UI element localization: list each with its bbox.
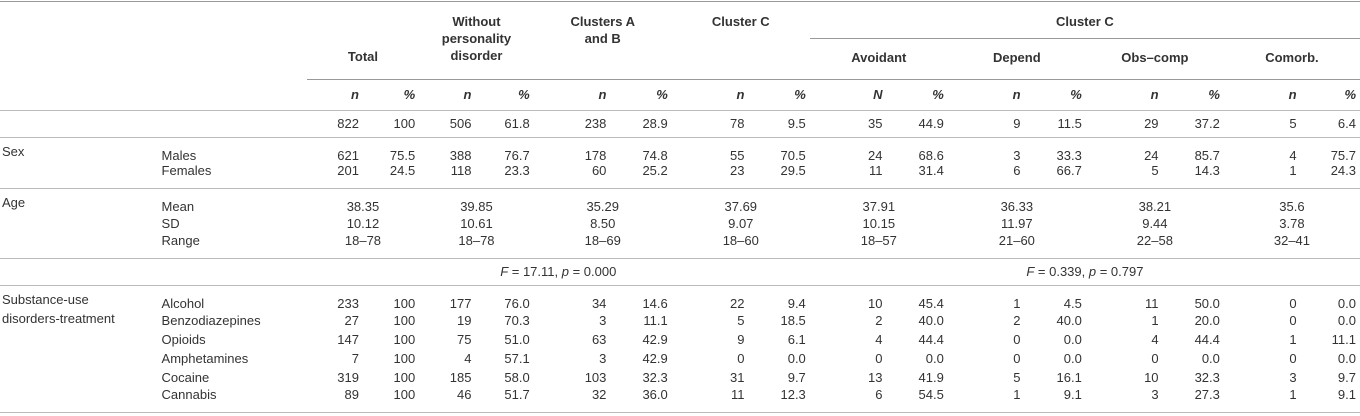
substance-cell: 40.0 (918, 312, 944, 328)
substance-cell: 32.3 (642, 369, 668, 385)
substance-sublabel: Cannabis (162, 387, 307, 413)
age-cell: 39.85 (460, 198, 493, 214)
substance-cell: 10 (868, 295, 883, 311)
stats-p-symbol: p (561, 264, 569, 279)
sex-cell: 4 (1289, 147, 1297, 163)
n-label: n (419, 79, 475, 110)
substance-cell: 13 (868, 369, 883, 385)
substance-row (0, 387, 1360, 413)
sex-cell: 66.7 (1025, 163, 1086, 189)
substance-cell: 31 (729, 369, 745, 385)
sex-cell: 388 (449, 147, 472, 163)
header-row-1 (0, 2, 1360, 39)
substance-cell: 7 (351, 350, 359, 366)
substance-label (0, 285, 162, 412)
sex-sublabel: Males (161, 147, 197, 163)
sex-cell: 5 (1086, 163, 1163, 189)
substance-cell: 51.0 (504, 331, 530, 347)
substance-cell: 0 (875, 350, 883, 366)
substance-cell: 0 (1013, 350, 1021, 366)
sex-cell: 33.3 (1056, 147, 1082, 163)
age-cell: 22–58 (1086, 233, 1224, 259)
substance-cell: 11.1 (1331, 331, 1356, 347)
substance-cell: 100 (393, 331, 416, 347)
age-row (0, 188, 1360, 214)
header-without-pd: Without personality disorder (419, 2, 534, 80)
sex-cell: 29.5 (748, 163, 809, 189)
age-row (0, 233, 1360, 259)
substance-cell: 1 (1013, 295, 1021, 311)
substance-label-line: disorders-treatment (2, 310, 115, 326)
pct-label: % (748, 79, 809, 110)
total-cell: 6.4 (1301, 110, 1360, 137)
header-cluster-c: Cluster C (672, 2, 810, 80)
substance-cell: 100 (393, 295, 416, 311)
substance-cell: 6.1 (787, 331, 806, 347)
age-cell: 32–41 (1224, 233, 1360, 259)
age-sublabel: SD (161, 215, 180, 231)
substance-cell: 9.4 (787, 295, 806, 311)
sex-cell: 31.4 (886, 163, 947, 189)
substance-cell: 4 (875, 331, 883, 347)
substance-sublabel: Cocaine (161, 369, 210, 385)
substance-cell: 63 (591, 331, 607, 347)
substance-cell: 177 (449, 295, 472, 311)
substance-cell: 4.5 (1063, 295, 1082, 311)
pct-label: % (363, 79, 419, 110)
n-label: n (948, 79, 1025, 110)
substance-cell: 0.0 (1337, 350, 1356, 366)
age-cell: 21–60 (948, 233, 1086, 259)
sex-row (0, 163, 1360, 189)
stats-right (810, 258, 1360, 285)
substance-cell: 22 (729, 295, 745, 311)
total-cell: 61.8 (475, 110, 533, 137)
substance-cell: 27.3 (1163, 387, 1224, 413)
substance-row (0, 368, 1360, 387)
stats-row (0, 258, 1360, 285)
substance-cell: 10 (1144, 369, 1159, 385)
substance-cell: 41.9 (918, 369, 944, 385)
substance-cell: 185 (449, 369, 472, 385)
sex-cell: 11 (810, 163, 887, 189)
stats-text: = 17.11, (508, 264, 562, 279)
total-cell: 44.9 (886, 110, 947, 137)
total-cell: 9.5 (748, 110, 809, 137)
substance-section (0, 285, 1360, 412)
substance-cell: 75 (456, 331, 472, 347)
substance-cell: 2 (1013, 312, 1021, 328)
substance-cell: 5 (1013, 369, 1021, 385)
age-cell: 38.35 (346, 198, 380, 214)
pct-label: % (475, 79, 533, 110)
substance-cell: 1 (948, 387, 1025, 413)
substance-cell: 100 (393, 369, 416, 385)
n-label: n (534, 79, 611, 110)
sex-cell: 75.7 (1330, 147, 1356, 163)
age-cell: 10.61 (460, 215, 493, 231)
age-cell: 11.97 (1001, 215, 1033, 231)
substance-cell: 9 (737, 331, 745, 347)
substance-cell: 50.0 (1194, 295, 1220, 311)
sex-section (0, 137, 1360, 188)
total-cell: 28.9 (610, 110, 671, 137)
substance-cell: 233 (337, 295, 359, 311)
header-row-3 (0, 79, 1360, 110)
substance-cell: 36.0 (610, 387, 671, 413)
substance-cell: 34 (591, 295, 607, 311)
total-cell: 5 (1224, 110, 1301, 137)
sex-cell: 25.2 (610, 163, 671, 189)
substance-cell: 11 (672, 387, 749, 413)
substance-cell: 51.7 (475, 387, 533, 413)
stats-p-symbol: p (1088, 264, 1097, 279)
substance-cell: 5 (737, 312, 745, 328)
pct-label: % (610, 79, 671, 110)
sex-cell: 24 (1144, 147, 1159, 163)
age-cell: 3.78 (1279, 215, 1305, 231)
substance-cell: 9.7 (787, 369, 806, 385)
age-cell: 18–57 (810, 233, 948, 259)
age-cell: 18–60 (672, 233, 810, 259)
total-cell: 100 (363, 110, 419, 137)
substance-sublabel: Amphetamines (161, 350, 249, 366)
substance-cell: 46 (419, 387, 475, 413)
sex-cell: 201 (307, 163, 363, 189)
substance-cell: 0.0 (787, 350, 806, 366)
header-clusters-ab: Clusters A and B (534, 2, 672, 80)
age-cell: 9.44 (1142, 215, 1168, 231)
sex-cell: 68.6 (918, 147, 944, 163)
substance-cell: 19 (456, 312, 472, 328)
substance-cell: 0.0 (925, 350, 944, 366)
substance-row (0, 311, 1360, 330)
substance-sublabel: Benzodiazepines (161, 312, 261, 328)
substance-row (0, 330, 1360, 349)
substance-cell: 16.1 (1056, 369, 1082, 385)
substance-cell: 9.7 (1337, 369, 1356, 385)
sex-cell: 23 (672, 163, 749, 189)
age-cell: 9.07 (728, 215, 754, 231)
total-cell: 506 (419, 110, 475, 137)
header-cluster-c-group: Cluster C (810, 2, 1360, 39)
age-cell: 35.6 (1279, 198, 1305, 214)
sex-cell: 75.5 (389, 147, 416, 163)
stats-f-symbol: F (500, 264, 509, 279)
age-cell: 35.29 (586, 198, 619, 214)
sex-cell: 178 (584, 147, 607, 163)
total-cell: 29 (1086, 110, 1163, 137)
substance-cell: 14.6 (642, 295, 668, 311)
substance-cell: 100 (363, 387, 419, 413)
age-cell: 10.12 (346, 215, 380, 231)
pct-label: % (1025, 79, 1086, 110)
substance-cell: 54.5 (886, 387, 947, 413)
substance-cell: 100 (393, 350, 416, 366)
substance-cell: 0 (1289, 312, 1297, 328)
header-depend: Depend (993, 49, 1041, 65)
substance-cell: 3 (1289, 369, 1297, 385)
total-cell: 238 (534, 110, 611, 137)
substance-cell: 147 (337, 331, 359, 347)
substance-cell: 32.3 (1194, 369, 1220, 385)
substance-cell: 11.1 (643, 312, 668, 328)
substance-cell: 0.0 (1063, 331, 1082, 347)
substance-cell: 319 (337, 369, 359, 385)
substance-cell: 1 (1224, 387, 1301, 413)
substance-row (0, 285, 1360, 311)
sex-cell: 85.7 (1194, 147, 1220, 163)
total-cell: 78 (672, 110, 749, 137)
n-label: n (1224, 79, 1301, 110)
header-total: Total (307, 2, 419, 80)
substance-cell: 103 (584, 369, 607, 385)
sex-cell: 76.7 (504, 147, 530, 163)
substance-cell: 57.1 (504, 350, 530, 366)
sex-label-line: Sex (2, 143, 25, 159)
n-label: n (1086, 79, 1163, 110)
substance-cell: 0.0 (1337, 312, 1356, 328)
age-label (0, 188, 162, 258)
substance-cell: 9.1 (1301, 387, 1360, 413)
substance-cell: 42.9 (642, 350, 668, 366)
header-comorb: Comorb. (1265, 49, 1319, 65)
header-avoidant: Avoidant (851, 49, 907, 65)
stats-text: = 0.797 (1096, 264, 1144, 279)
substance-cell: 12.3 (748, 387, 809, 413)
age-cell: 36.33 (1000, 198, 1034, 214)
substance-cell: 20.0 (1194, 312, 1220, 328)
substance-cell: 1 (1151, 312, 1159, 328)
total-cell: 9 (948, 110, 1025, 137)
substance-cell: 100 (393, 312, 416, 328)
sex-cell: 55 (729, 147, 745, 163)
age-sublabel: Range (162, 233, 307, 259)
sex-cell: 24.3 (1301, 163, 1360, 189)
substance-cell: 89 (307, 387, 363, 413)
pct-label: % (1163, 79, 1224, 110)
substance-cell: 27 (344, 312, 359, 328)
substance-cell: 2 (875, 312, 883, 328)
substance-cell: 3 (1086, 387, 1163, 413)
age-cell: 18–78 (307, 233, 419, 259)
sex-cell: 621 (337, 147, 359, 163)
total-cell: 37.2 (1163, 110, 1224, 137)
substance-cell: 32 (534, 387, 611, 413)
total-cell: 11.5 (1025, 110, 1086, 137)
substance-cell: 11 (1145, 295, 1159, 311)
stats-text: = 0.339, (1034, 264, 1089, 279)
totals-row (0, 110, 1360, 137)
sex-cell: 6 (948, 163, 1025, 189)
stats-f-symbol: F (1026, 264, 1035, 279)
pct-label: % (886, 79, 947, 110)
substance-sublabel: Alcohol (161, 295, 205, 311)
substance-sublabel: Opioids (161, 331, 206, 347)
substance-cell: 45.4 (918, 295, 944, 311)
sex-cell: 70.5 (780, 147, 806, 163)
sex-sublabel: Females (162, 163, 307, 189)
substance-cell: 18.5 (780, 312, 806, 328)
substance-cell: 0 (1013, 331, 1021, 347)
substance-cell: 4 (1151, 331, 1159, 347)
n-label: N (810, 79, 887, 110)
sex-cell: 118 (419, 163, 475, 189)
substance-cell: 9.1 (1025, 387, 1086, 413)
substance-cell: 40.0 (1056, 312, 1082, 328)
sex-cell: 74.8 (642, 147, 668, 163)
substance-cell: 0 (737, 350, 745, 366)
age-label-line: Age (2, 194, 26, 210)
header-obs-comp: Obs–comp (1121, 49, 1189, 65)
sex-cell: 3 (1013, 147, 1021, 163)
age-cell: 38.21 (1138, 198, 1172, 214)
total-cell: 822 (307, 110, 363, 137)
substance-cell: 1 (1289, 331, 1297, 347)
sex-cell: 24 (868, 147, 883, 163)
sex-cell: 23.3 (475, 163, 533, 189)
substance-cell: 3 (599, 312, 607, 328)
substance-row (0, 349, 1360, 368)
stats-text: = 0.000 (568, 264, 617, 279)
age-sublabel: Mean (161, 198, 195, 214)
sex-row (0, 137, 1360, 163)
sex-cell: 60 (534, 163, 611, 189)
n-label: n (307, 79, 363, 110)
n-label: n (672, 79, 749, 110)
age-cell: 8.50 (590, 215, 616, 231)
substance-cell: 0.0 (1337, 295, 1356, 311)
substance-cell: 4 (464, 350, 472, 366)
substance-cell: 0 (1151, 350, 1159, 366)
total-cell: 35 (810, 110, 887, 137)
substance-label-line: Substance-use (2, 291, 89, 307)
substance-cell: 76.0 (504, 295, 530, 311)
substance-cell: 0.0 (1201, 350, 1220, 366)
substance-cell: 44.4 (918, 331, 944, 347)
substance-cell: 0.0 (1063, 350, 1082, 366)
age-cell: 37.69 (724, 198, 758, 214)
age-section (0, 188, 1360, 258)
pct-label: % (1301, 79, 1360, 110)
substance-cell: 58.0 (504, 369, 530, 385)
sex-label (0, 137, 162, 188)
age-row (0, 214, 1360, 233)
substance-cell: 3 (599, 350, 607, 366)
sex-cell: 24.5 (363, 163, 419, 189)
substance-cell: 0 (1289, 350, 1297, 366)
substance-cell: 6 (810, 387, 887, 413)
sex-cell: 14.3 (1163, 163, 1224, 189)
sex-cell: 1 (1224, 163, 1301, 189)
substance-cell: 42.9 (642, 331, 668, 347)
age-cell: 18–69 (534, 233, 672, 259)
data-table (0, 1, 1360, 413)
substance-cell: 0 (1289, 295, 1297, 311)
stats-left (307, 258, 810, 285)
age-cell: 37.91 (862, 198, 896, 214)
substance-cell: 44.4 (1194, 331, 1220, 347)
substance-cell: 70.3 (504, 312, 530, 328)
age-cell: 10.15 (862, 215, 896, 231)
age-cell: 18–78 (419, 233, 534, 259)
